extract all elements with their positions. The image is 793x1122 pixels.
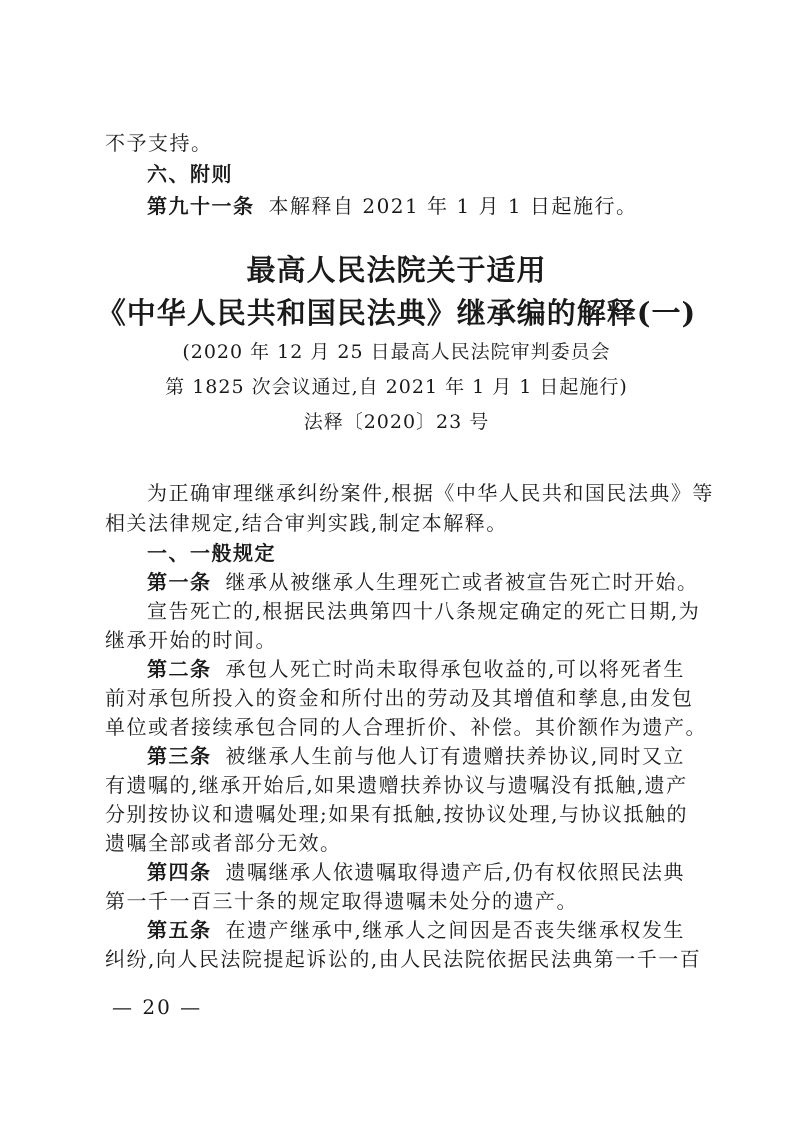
preamble-line1: 为正确审理继承纠纷案件,根据《中华人民共和国民法典》等 (147, 481, 714, 505)
subtitle-line2: 第 1825 次会议通过,自 2021 年 1 月 1 日起施行) (165, 376, 628, 398)
subtitle-line1: (2020 年 12 月 25 日最高人民法院审判委员会 (182, 341, 611, 363)
article-4 (147, 859, 695, 885)
article-text: 承包人死亡时尚未取得承包收益的,可以将死者生 (225, 657, 685, 681)
continuation-text: 不予支持。 (105, 131, 213, 155)
article-1 (147, 569, 699, 595)
article-text: 继承从被继承人生理死亡或者被宣告死亡时开始。 (225, 570, 699, 594)
document-number: 法释〔2020〕23 号 (303, 411, 490, 433)
article-label: 第二条 (147, 657, 212, 681)
section1-heading: 一、一般规定 (147, 541, 276, 565)
article-text: 本解释自 2021 年 1 月 1 日起施行。 (268, 194, 638, 218)
article-3-line3: 分别按协议和遗嘱处理;如果有抵触,按协议处理,与协议抵触的 (105, 802, 688, 826)
article-text: 在遗产继承中,继承人之间因是否丧失继承权发生 (225, 918, 685, 942)
article-5-line2: 纠纷,向人民法院提起诉讼的,由人民法院依据民法典第一千一百 (105, 947, 702, 971)
preamble-line2: 相关法律规定,结合审判实践,制定本解释。 (105, 511, 508, 535)
article-4-line2: 第一千一百三十条的规定取得遗嘱未处分的遗产。 (105, 889, 578, 913)
article-text: 遗嘱继承人依遗嘱取得遗产后,仍有权依照民法典 (225, 860, 685, 884)
article-91 (147, 193, 695, 219)
article-1-para2-line1: 宣告死亡的,根据民法典第四十八条规定确定的死亡日期,为 (147, 599, 701, 623)
appendix-heading: 六、附则 (147, 162, 233, 186)
article-label: 第一条 (147, 570, 212, 594)
article-label: 第九十一条 (147, 194, 255, 218)
article-text: 被继承人生前与他人订有遗赠扶养协议,同时又立 (225, 744, 685, 768)
article-3-line2: 有遗嘱的,继承开始后,如果遗赠扶养协议与遗嘱没有抵触,遗产 (105, 773, 688, 797)
document-title-line1: 最高人民法院关于适用 (246, 253, 547, 287)
page-number: — 20 — (112, 995, 203, 1019)
article-label: 第五条 (147, 918, 212, 942)
article-1-para2-line2: 继承开始的时间。 (105, 628, 277, 652)
article-label: 第四条 (147, 860, 212, 884)
article-5 (147, 917, 695, 943)
article-2 (147, 656, 695, 682)
article-label: 第三条 (147, 744, 212, 768)
document-title-line2: 《中华人民共和国民法典》继承编的解释(一) (96, 296, 697, 330)
article-3-line4: 遗嘱全部或者部分无效。 (105, 831, 342, 855)
article-2-line3: 单位或者接续承包合同的人合理折价、补偿。其价额作为遗产。 (105, 715, 707, 739)
article-2-line2: 前对承包所投入的资金和所付出的劳动及其增值和孳息,由发包 (105, 686, 694, 710)
article-3 (147, 743, 695, 769)
